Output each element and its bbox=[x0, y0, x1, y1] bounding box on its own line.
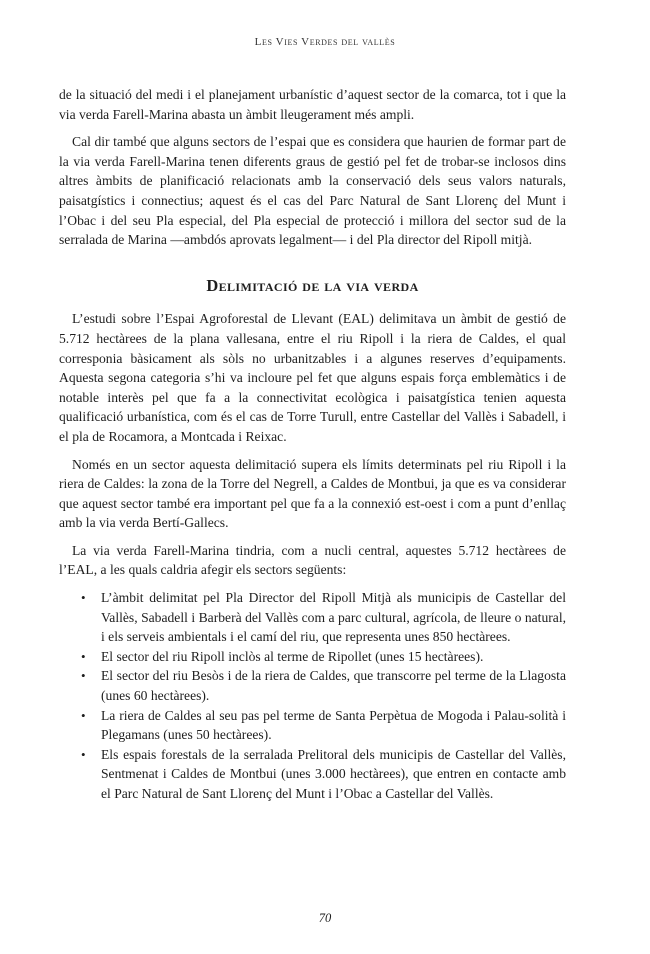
list-item bbox=[81, 647, 566, 667]
section-heading: Delimitació de la via verda bbox=[206, 275, 419, 295]
bullet-marker: • bbox=[81, 590, 86, 606]
list-item-text: Els espais forestals de la serralada Prelitoral dels municipis de Castellar del Vallès, Sentmenat i Caldes de Montbui (unes 3.000 hectàrees), que entren en contacte amb el Parc Natural de Sant Llorenç del Munt i l’Obac a Castellar del Vallès. bbox=[101, 746, 566, 801]
list-item bbox=[81, 745, 566, 804]
body-paragraph: Cal dir també que alguns sectors de l’espai que es considera que haurien de formar part de la via verda Farell-Marina tenen diferents graus de gestió pel fet de trobar-se inclosos dins altres àmbits de planificació relacionats amb la conservació dels seus valors naturals, paisatgístics i connectius; aquest és el cas del Parc Natural de Sant Llorenç del Munt i l’Obac i del seu Pla especial, del Pla especial de protecció i millora del sector sud de la serralada de Marina —ambdós aprovats legalment— i del Pla director del Ripoll mitjà. bbox=[59, 134, 566, 248]
list-item-text: La riera de Caldes al seu pas pel terme de Santa Perpètua de Mogoda i Palau-solità i Plegamans (unes 50 hectàrees). bbox=[101, 707, 566, 743]
body-paragraph: Només en un sector aquesta delimitació supera els límits determinats pel riu Ripoll i la riera de Caldes: la zona de la Torre del Negrell, a Caldes de Montbui, ja que es va considerar que aquest sector també era important pel que fa a la connexió est-oest i com a punt d’enllaç amb la via verda Bertí-Gallecs. bbox=[59, 456, 566, 531]
bullet-marker: • bbox=[81, 668, 86, 684]
body-paragraph: L’estudi sobre l’Espai Agroforestal de Llevant (EAL) delimitava un àmbit de gestió de 5.712 hectàrees de la plana vallesana, entre el riu Ripoll i la riera de Caldes, el qual corresponia bàsicament als sòls no urbanitzables i a algunes reserves d’equipaments. Aquesta segona categoria s’hi va incloure pel fet que alguns espais força emblemàtics i de notable interès pel que fa a la connectivitat ecològica i paisatgística tenien aquesta qualificació urbanística, com és el cas de Torre Turull, entre Castellar del Vallès i Sabadell, i el pla de Rocamora, a Montcada i Reixac. bbox=[59, 311, 566, 444]
page-number: 70 bbox=[318, 911, 332, 925]
list-item bbox=[81, 706, 566, 745]
bullet-marker: • bbox=[81, 707, 86, 723]
list-item-text: El sector del riu Besòs i de la riera de Caldes, que transcorre pel terme de la Llagosta (unes 60 hectàrees). bbox=[101, 668, 566, 704]
body-paragraph: La via verda Farell-Marina tindria, com a nucli central, aquestes 5.712 hectàrees de l’EAL, a les quals caldria afegir els sectors següents: bbox=[59, 542, 566, 578]
list-item-text: El sector del riu Ripoll inclòs al terme de Ripollet (unes 15 hectàrees). bbox=[101, 648, 484, 664]
sector-list bbox=[59, 588, 566, 804]
list-item bbox=[81, 588, 566, 647]
page-body bbox=[59, 85, 566, 804]
bullet-marker: • bbox=[81, 746, 86, 762]
body-paragraph: de la situació del medi i el planejament urbanístic d’aquest sector de la comarca, tot i que la via verda Farell-Marina abasta un àmbit lleugerament més ampli. bbox=[59, 87, 566, 122]
running-head: Les Vies Verdes del vallès bbox=[254, 36, 396, 48]
bullet-marker: • bbox=[81, 648, 86, 664]
list-item-text: L’àmbit delimitat pel Pla Director del Ripoll Mitjà als municipis de Castellar del Vallès, Sabadell i Barberà del Vallès com a parc cultural, agrícola, de lleure o natural, i els serveis ambientals i el camí del riu, que representa unes 850 hectàrees. bbox=[101, 590, 566, 645]
list-item bbox=[81, 666, 566, 705]
